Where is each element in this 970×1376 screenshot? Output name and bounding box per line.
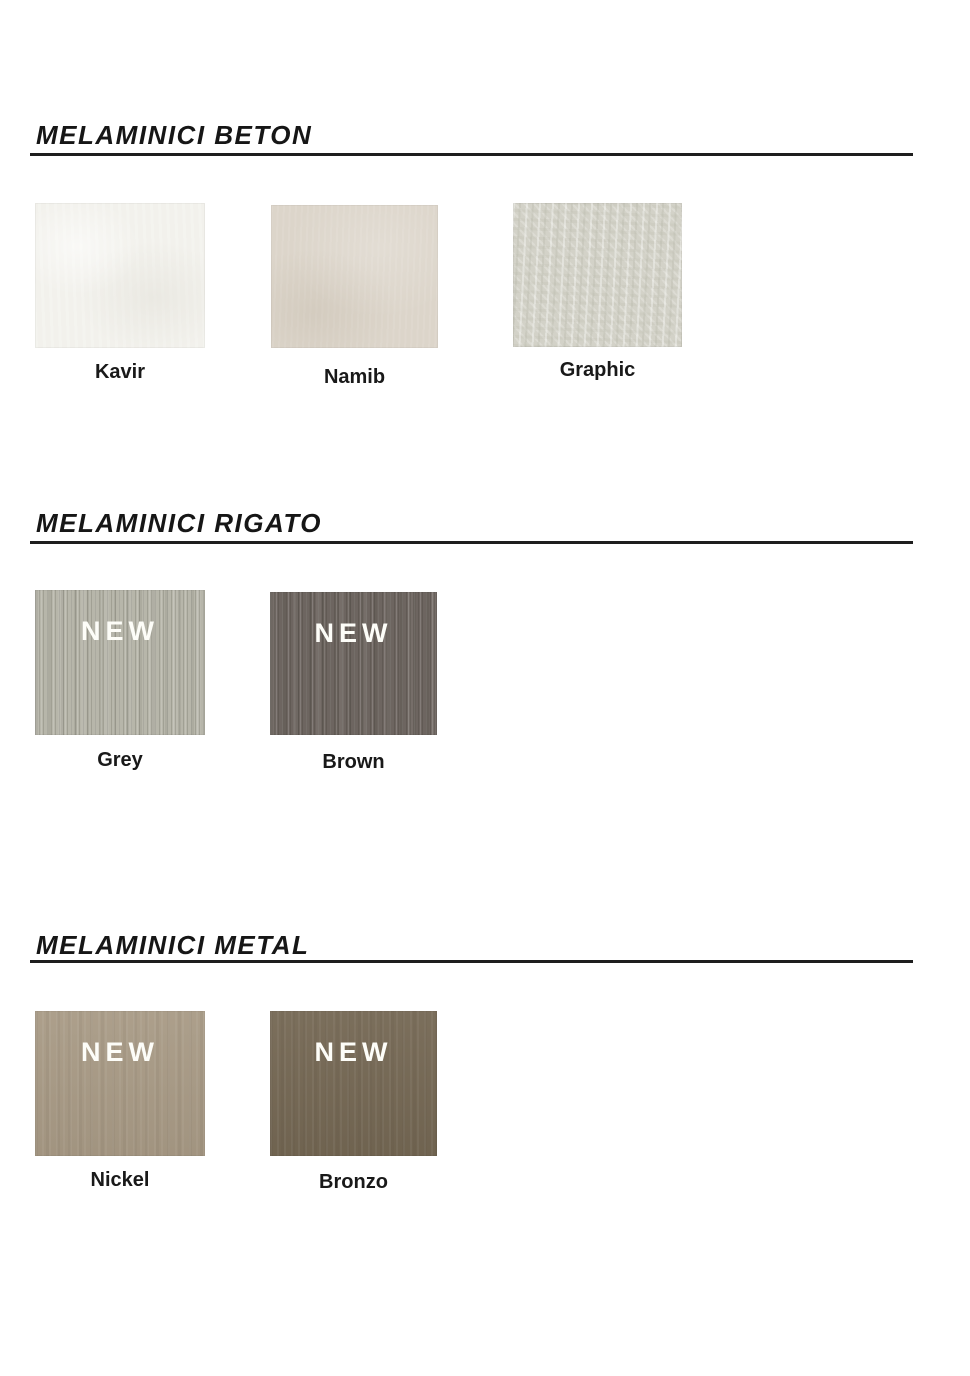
swatch-grey	[35, 590, 205, 735]
new-badge: NEW	[314, 618, 393, 648]
swatch-nickel	[35, 1011, 205, 1156]
swatch-label-kavir: Kavir	[94, 361, 146, 383]
swatch-label-grey: Grey	[97, 749, 143, 771]
section-underline-beton	[30, 153, 913, 156]
section-underline-metal	[30, 960, 913, 963]
swatch-label-nickel: Nickel	[90, 1169, 150, 1191]
section-title-beton: MELAMINICI BETON	[36, 120, 313, 150]
section-title-rigato: MELAMINICI RIGATO	[36, 508, 322, 538]
swatch-label-namib: Namib	[323, 366, 386, 388]
swatch-namib	[271, 205, 438, 348]
swatch-brown	[270, 592, 437, 735]
new-badge: NEW	[81, 616, 159, 646]
swatch-label-bronzo: Bronzo	[319, 1171, 388, 1193]
swatch-kavir	[35, 203, 205, 348]
swatch-bronzo	[270, 1011, 437, 1156]
section-underline-rigato	[30, 541, 913, 544]
new-badge: NEW	[81, 1037, 159, 1067]
swatch-label-brown: Brown	[322, 751, 385, 773]
swatch-graphic	[513, 203, 682, 347]
section-title-metal: MELAMINICI METAL	[36, 930, 310, 960]
new-badge: NEW	[314, 1037, 393, 1067]
swatch-label-graphic: Graphic	[559, 359, 636, 381]
